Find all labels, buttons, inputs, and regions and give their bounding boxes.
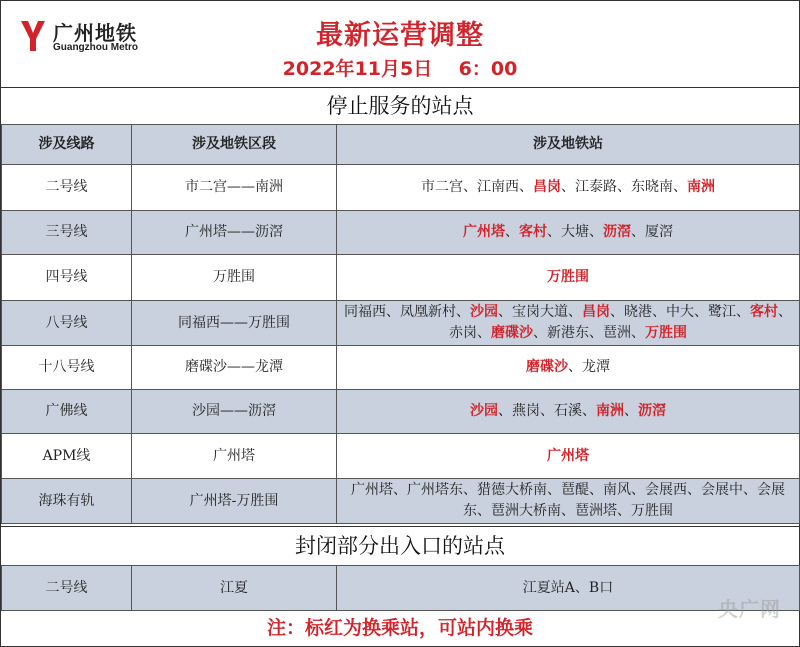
closed-exits-table [1, 565, 800, 611]
stations-cell [337, 390, 800, 434]
notice-datetime: 2022年11月5日 6：00 [282, 58, 518, 80]
transfer-station: 万胜围 [645, 325, 687, 341]
table-header-row [2, 125, 800, 165]
transfer-station: 沙园 [470, 304, 498, 320]
station-text: 、 [624, 403, 638, 419]
column-header-stations: 涉及地铁站 [337, 125, 800, 165]
transfer-station: 磨碟沙 [526, 359, 568, 375]
line-cell: APM线 [2, 434, 132, 479]
section-cell: 广州塔——沥滘 [132, 211, 337, 255]
transfer-station: 昌岗 [582, 304, 610, 320]
logo-name-cn: 广州地铁 [53, 21, 137, 45]
station-text: 、江泰路、东晓南、 [561, 179, 687, 195]
stations-cell [337, 211, 800, 255]
station-text: 、宝岗大道、 [498, 304, 582, 320]
transfer-station: 客村 [750, 304, 778, 320]
transfer-station: 客村 [519, 224, 547, 240]
section-cell: 沙园——沥滘 [132, 390, 337, 434]
transfer-station: 沙园 [470, 403, 498, 419]
section-cell: 广州塔 [132, 434, 337, 479]
line-cell: 海珠有轨 [2, 479, 132, 524]
stations-cell [337, 301, 800, 346]
table-row [2, 434, 800, 479]
transfer-station: 广州塔 [547, 447, 589, 464]
transfer-station: 万胜围 [547, 269, 589, 285]
column-header-line: 涉及线路 [2, 125, 132, 165]
station-text: 、赤岗、 [449, 304, 792, 341]
station-text: 、燕岗、石溪、 [498, 403, 596, 419]
line-cell: 二号线 [2, 165, 132, 211]
station-text: 、晓港、中大、鹭江、 [610, 304, 750, 320]
station-text: 、龙潭 [568, 359, 610, 375]
line-cell: 十八号线 [2, 346, 132, 390]
transfer-station: 磨碟沙 [491, 325, 533, 341]
stations-cell [337, 255, 800, 301]
logo-name-en: Guangzhou Metro [53, 42, 138, 53]
watermark: 央广网 [718, 597, 781, 621]
section-cell: 江夏 [132, 566, 337, 611]
stations-cell [337, 165, 800, 211]
station-text: 广州塔、广州塔东、猎德大桥南、琶醍、南风、会展西、会展中、会展东、琶洲大桥南、琶洲塔、万胜围 [351, 482, 785, 519]
transfer-station: 南洲 [687, 179, 715, 195]
transfer-station: 广州塔 [463, 224, 505, 240]
station-text: 江夏站A、B口 [522, 579, 614, 596]
header [1, 1, 799, 88]
station-text: 、厦滘 [631, 224, 673, 240]
station-text: 、大塘、 [547, 224, 603, 240]
table-row [2, 301, 800, 346]
section-cell: 市二宫——南洲 [132, 165, 337, 211]
line-cell: 八号线 [2, 301, 132, 346]
transfer-note: 注：标红为换乘站，可站内换乘 [266, 617, 533, 639]
station-text: 市二宫、江南西、 [421, 179, 533, 195]
stations-cell [337, 346, 800, 390]
transfer-station: 昌岗 [533, 179, 561, 195]
table-row [2, 346, 800, 390]
section-cell: 磨碟沙——龙潭 [132, 346, 337, 390]
transfer-station: 沥滘 [603, 224, 631, 240]
page-title: 最新运营调整 [316, 20, 484, 51]
section-cell: 同福西——万胜围 [132, 301, 337, 346]
table-row [2, 165, 800, 211]
line-cell: 广佛线 [2, 390, 132, 434]
table-row [2, 566, 800, 611]
table-row [2, 211, 800, 255]
stations-cell [337, 479, 800, 524]
section-title-stopped: 停止服务的站点 [1, 88, 799, 125]
table-row [2, 390, 800, 434]
station-text: 同福西、凤凰新村、 [344, 304, 470, 320]
table-row [2, 255, 800, 301]
line-cell: 三号线 [2, 211, 132, 255]
station-text: 、新港东、琶洲、 [533, 325, 645, 341]
transfer-station: 南洲 [596, 403, 624, 419]
line-cell: 四号线 [2, 255, 132, 301]
section-title-closed-exits: 封闭部分出入口的站点 [1, 526, 799, 566]
table-row [2, 479, 800, 524]
section-cell: 广州塔-万胜围 [132, 479, 337, 524]
column-header-section: 涉及地铁区段 [132, 125, 337, 165]
line-cell: 二号线 [2, 566, 132, 611]
stopped-stations-table [1, 124, 800, 524]
transfer-station: 沥滘 [638, 403, 666, 419]
section-cell: 万胜围 [132, 255, 337, 301]
station-text: 、 [505, 224, 519, 240]
stations-cell [337, 434, 800, 479]
